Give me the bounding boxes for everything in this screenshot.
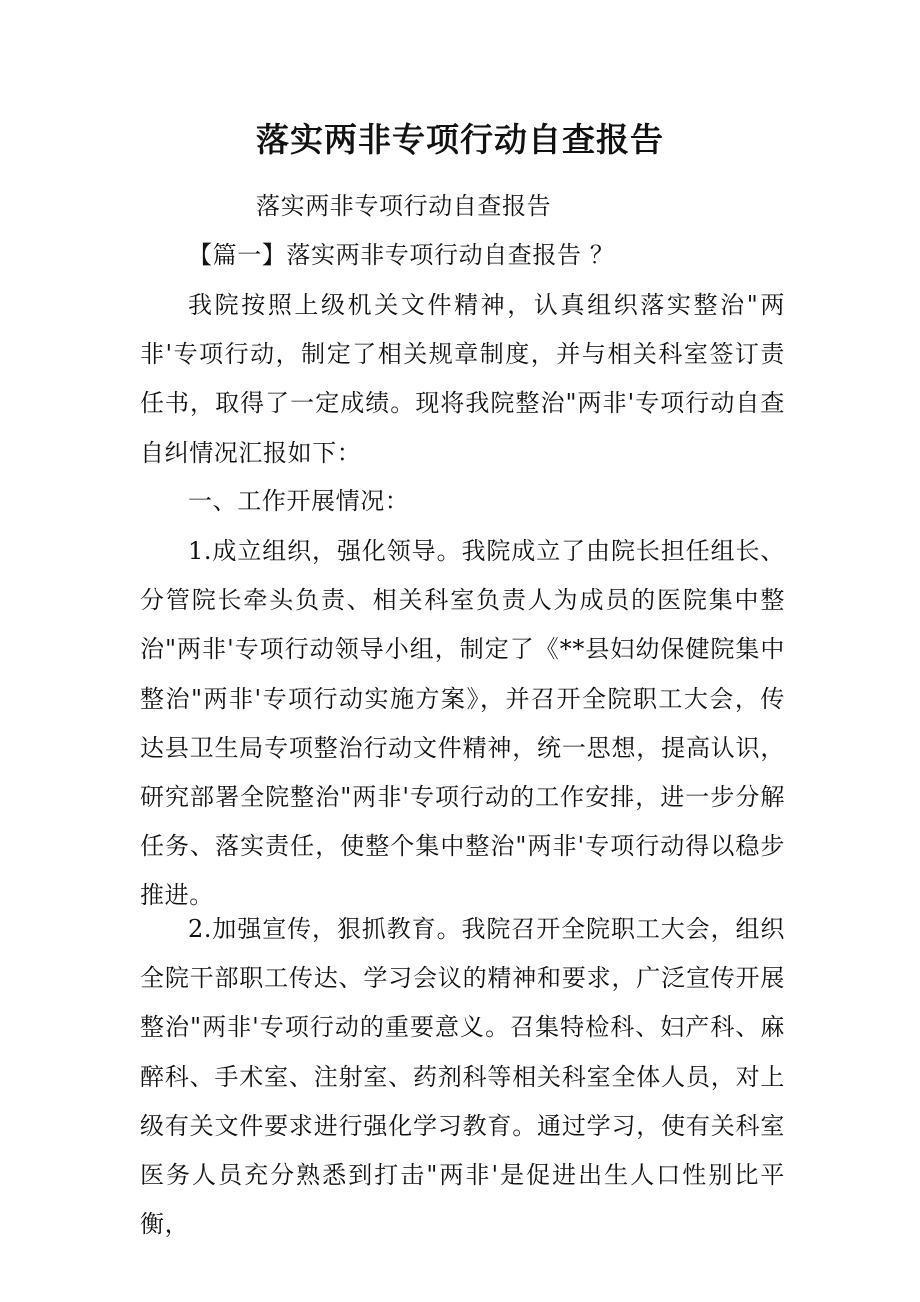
document-subtitle: 落实两非专项行动自查报告 bbox=[256, 192, 552, 220]
part-heading: 【篇一】落实两非专项行动自查报告 ？ bbox=[188, 241, 615, 269]
paragraph-item-2: 2.加强宣传，狠抓教育。我院召开全院职工大会，组织全院干部职工传达、学习会议的精神和要求，广泛宣传开展整治"两非'专项行动的重要意义。召集特检科、妇产科、麻醉科、手术室、注射室、药剂科等相关科室全体人员，对上级有关文件要求进行强化学习教育。通过学习，使有关科室医务人员充分熟悉到打击"两非'是促进出生人口性别比平衡， bbox=[140, 915, 785, 1239]
intro-paragraph: 我院按照上级机关文件精神，认真组织落实整治"两非'专项行动，制定了相关规章制度，并与相关科室签订责任书，取得了一定成绩。现将我院整治"两非'专项行动自查自纠情况汇报如下： bbox=[140, 291, 785, 467]
section-heading-1: 一、工作开展情况： bbox=[188, 487, 410, 515]
paragraph-item-1: 1.成立组织，强化领导。我院成立了由院长担任组长、分管院长牵头负责、相关科室负责人为成员的医院集中整治"两非'专项行动领导小组，制定了《**县妇幼保健院集中整治"两非'专项行动实施方案》，并召开全院职工大会，传达县卫生局专项整治行动文件精神，统一思想，提高认识，研究部署全院整治"两非'专项行动的工作安排，进一步分解任务、落实责任，使整个集中整治"两非'专项行动得以稳步推进。 bbox=[140, 537, 785, 910]
document-title: 落实两非专项行动自查报告 bbox=[256, 120, 664, 159]
